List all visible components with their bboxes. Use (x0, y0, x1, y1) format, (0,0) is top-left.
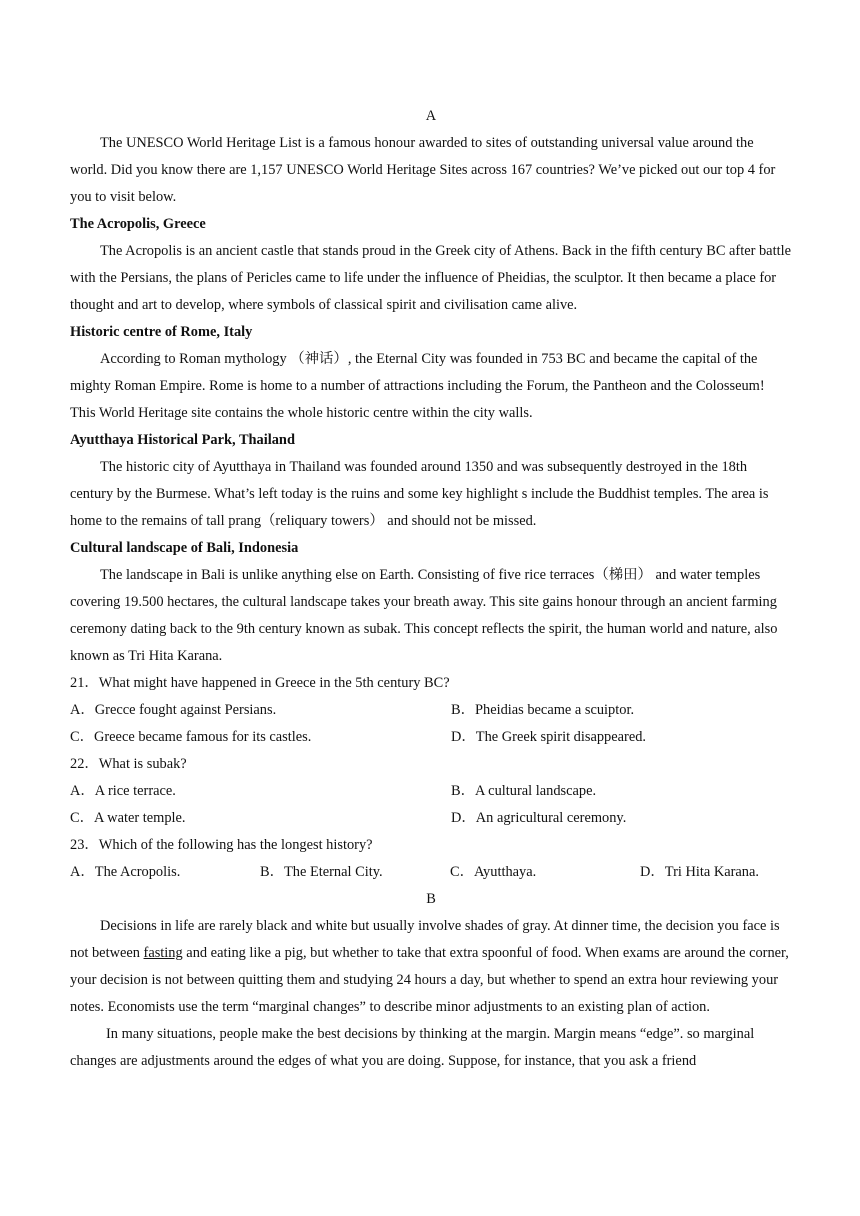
option-21-b[interactable]: B．Pheidias became a scuiptor. (451, 702, 635, 718)
section-b-p1-after: and eating like a pig, but whether to take that extra spoonful of food. When exams are around the corner, your decision is not between quitting them and studying 24 hours a day, but whether to spend an extra hour reviewing your notes. Economists use the term “marginal changes” to describe minor adjustments to an existing plan of action. (70, 945, 789, 1015)
site-title-bali: Cultural landscape of Bali, Indonesia (70, 540, 299, 556)
option-23-b[interactable]: B．The Eternal City. (260, 864, 383, 880)
question-21-stem: 21．What might have happened in Greece in the 5th century BC? (70, 675, 450, 691)
option-21-c[interactable]: C．Greece became famous for its castles. (70, 729, 312, 745)
site-title-acropolis: The Acropolis, Greece (70, 216, 206, 232)
section-a-intro: The UNESCO World Heritage List is a famous honour awarded to sites of outstanding universal value around the world. Did you know there are 1,157 UNESCO World Heritage Sites across 167 countries? We’ve picked out our top 4 for you to visit below. (70, 135, 776, 205)
question-22-options-row-2 (70, 805, 792, 832)
question-23-options-row (70, 859, 792, 886)
site-title-rome: Historic centre of Rome, Italy (70, 324, 253, 340)
question-21-options-row-1 (70, 697, 792, 724)
question-23-stem: 23．Which of the following has the longest history? (70, 837, 373, 853)
site-text-bali: The landscape in Bali is unlike anything else on Earth. Consisting of five rice terraces（梯田） and water temples covering 19.500 hectares, the cultural landscape takes your breath away. This site gains honour through an ancient farming ceremony dating back to the 9th century known as subak. This concept reflects the spirit, the human world and nature, also known as Tri Hita Karana. (70, 567, 778, 664)
option-22-a[interactable]: A．A rice terrace. (70, 783, 176, 799)
question-21-options-row-2 (70, 724, 792, 751)
document-page (70, 103, 792, 1075)
section-a-label: A (425, 108, 437, 124)
option-22-b[interactable]: B．A cultural landscape. (451, 783, 597, 799)
site-text-ayutthaya: The historic city of Ayutthaya in Thailand was founded around 1350 and was subsequently destroyed in the 18th century by the Burmese. What’s left today is the ruins and some key highlight s include the Buddhist temples. The area is home to the remains of tall prang（reliquary towers） and should not be missed. (70, 459, 769, 529)
section-b-paragraph-2: In many situations, people make the best decisions by thinking at the margin. Margin means “edge”. so marginal changes are adjustments around the edges of what you are doing. Suppose, for instance, that you ask a friend (70, 1026, 755, 1069)
option-22-d[interactable]: D．An agricultural ceremony. (451, 810, 627, 826)
option-23-c[interactable]: C．Ayutthaya. (450, 864, 537, 880)
site-text-acropolis: The Acropolis is an ancient castle that stands proud in the Greek city of Athens. Back in the fifth century BC after battle with the Persians, the plans of Pericles came to life under the influence of Pheidias, the sculptor. It then became a place for thought and art to develop, where symbols of classical spirit and civilisation came alive. (70, 243, 791, 313)
option-22-c[interactable]: C．A water temple. (70, 810, 186, 826)
option-21-a[interactable]: A．Grecce fought against Persians. (70, 702, 277, 718)
site-text-rome: According to Roman mythology （神话）, the Eternal City was founded in 753 BC and became the capital of the mighty Roman Empire. Rome is home to a number of attractions including the Forum, the Pantheon and the Colosseum! This World Heritage site contains the whole historic centre within the city walls. (70, 351, 765, 421)
option-21-d[interactable]: D．The Greek spirit disappeared. (451, 729, 647, 745)
question-22-stem: 22．What is subak? (70, 756, 187, 772)
option-23-a[interactable]: A．The Acropolis. (70, 864, 181, 880)
site-title-ayutthaya: Ayutthaya Historical Park, Thailand (70, 432, 295, 448)
section-b-paragraph-1 (70, 913, 792, 1021)
section-b-label: B (426, 891, 436, 907)
option-23-d[interactable]: D．Tri Hita Karana. (640, 864, 759, 880)
underlined-word-fasting: fasting (143, 945, 183, 961)
question-22-options-row-1 (70, 778, 792, 805)
section-b-p1-before: Decisions in life are rarely black and white but usually involve shades of gray. At dinner time, the decision you face is not between (70, 918, 780, 961)
